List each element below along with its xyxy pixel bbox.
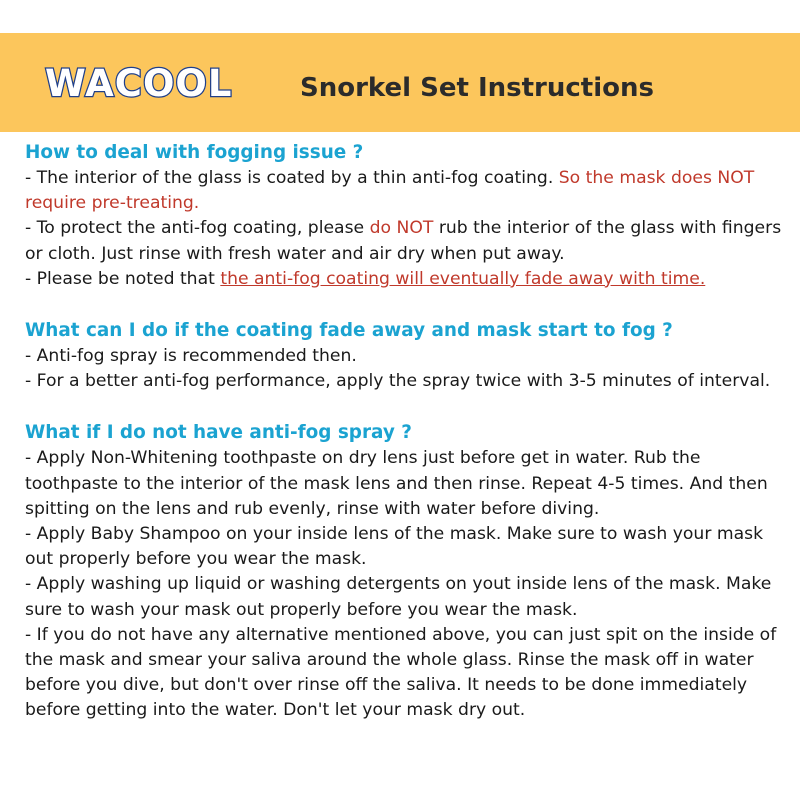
section-heading: How to deal with fogging issue ? xyxy=(25,142,364,163)
section-no-spray xyxy=(25,419,785,723)
instructions-body xyxy=(25,139,785,724)
section-fogging xyxy=(25,139,785,292)
page-title: Snorkel Set Instructions xyxy=(300,73,654,103)
paragraph: - Apply Non-Whitening toothpaste on dry lens just before get in water. Rub the toothpaste to the interior of the mask lens and then rinse. Repeat 4-5 times. And then spitting on the lens and rub evenly, rinse with water before diving. xyxy=(25,448,768,519)
section-heading: What can I do if the coating fade away and mask start to fog ? xyxy=(25,320,673,342)
paragraph-text: - The interior of the glass is coated by a thin anti-fog coating. xyxy=(25,168,559,188)
section-heading: What if I do not have anti-fog spray ? xyxy=(25,422,412,444)
section-coating-fade xyxy=(25,317,785,394)
paragraph xyxy=(25,267,785,292)
paragraph-text: rub the interior of the glass with fingers or cloth. Just rinse with fresh water and air dry when put away. xyxy=(25,218,782,264)
paragraph xyxy=(25,166,785,216)
brand-logo xyxy=(45,62,233,105)
header-banner xyxy=(0,33,800,132)
warning-underlined-text: the anti-fog coating will eventually fade away with time. xyxy=(220,268,706,289)
paragraph: - If you do not have any alternative mentioned above, you can just spit on the inside of the mask and smear your saliva around the whole glass. Rinse the mask off in water before you dive, but don't over rinse off the saliva. It needs to be done immediately before getting into the water. Don't let your mask dry out. xyxy=(25,624,777,721)
paragraph: - Apply washing up liquid or washing detergents on yout inside lens of the mask. Make sure to wash your mask out properly before you wear the mask. xyxy=(25,574,772,620)
warning-text: So the mask does NOT require pre-treating. xyxy=(25,168,755,214)
paragraph: - Anti-fog spray is recommended then. xyxy=(25,346,357,367)
paragraph: - Apply Baby Shampoo on your inside lens of the mask. Make sure to wash your mask out properly before you wear the mask. xyxy=(25,524,764,570)
paragraph xyxy=(25,216,785,266)
paragraph: - For a better anti-fog performance, apply the spray twice with 3-5 minutes of interval. xyxy=(25,371,771,392)
paragraph-text: - To protect the anti-fog coating, please xyxy=(25,218,370,239)
warning-text: do NOT xyxy=(369,218,434,239)
paragraph-text: - Please be noted that xyxy=(25,268,221,289)
brand-logo-text: WACOOL xyxy=(45,62,233,105)
